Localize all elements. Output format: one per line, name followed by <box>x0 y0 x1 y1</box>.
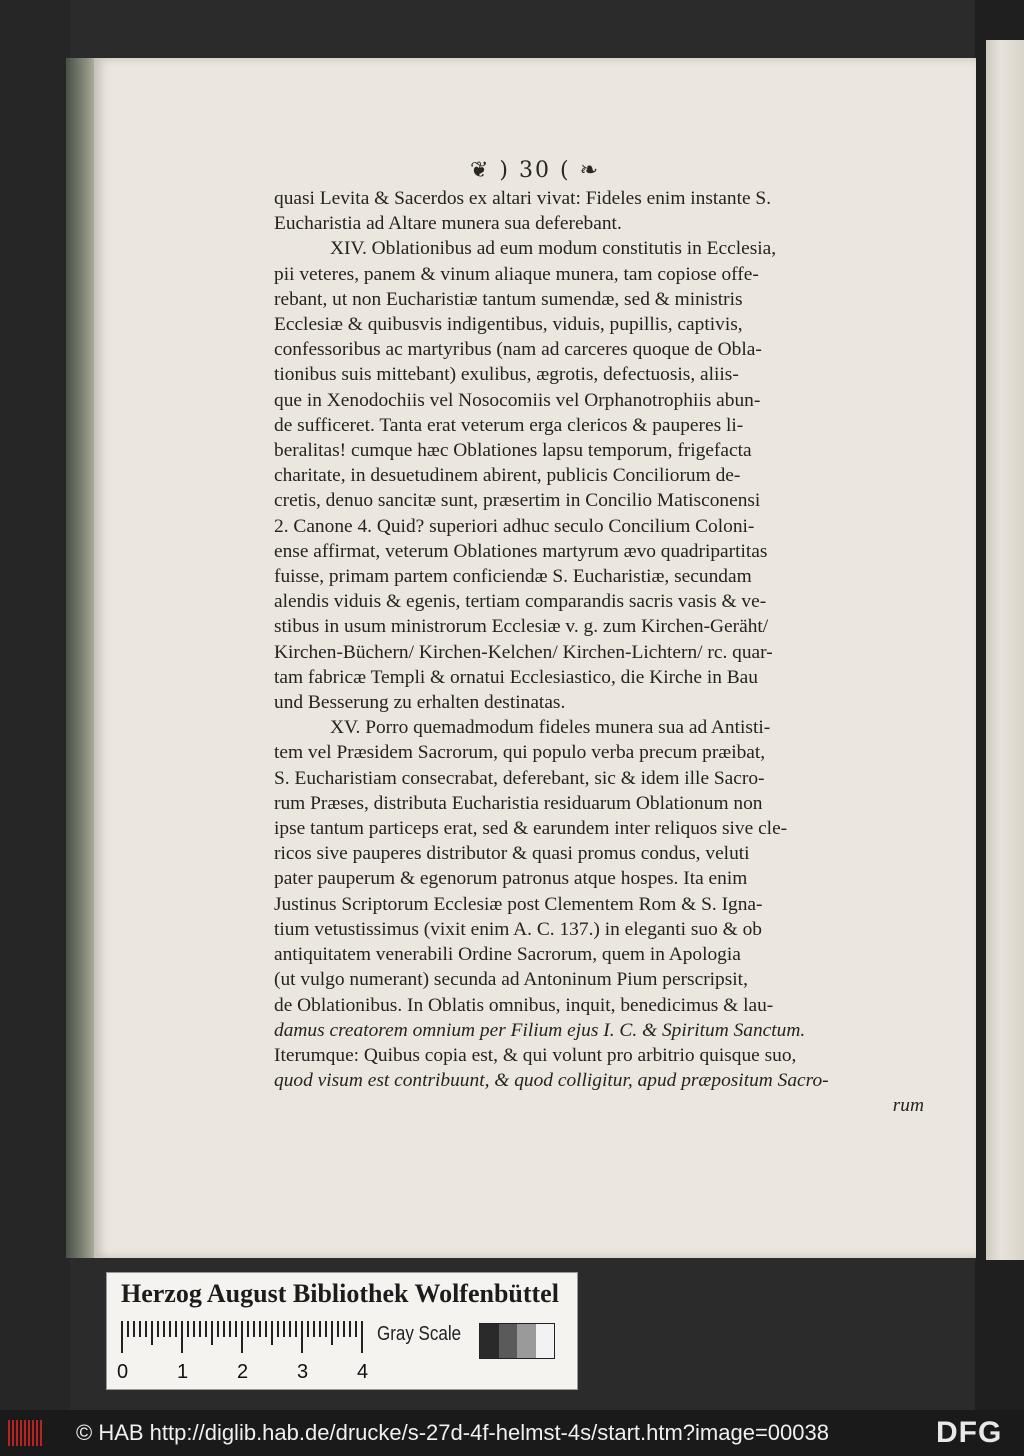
ruler-tick <box>139 1321 141 1337</box>
text-line: tam fabricæ Templi & ornatui Ecclesiastico, die Kirche in Bau <box>274 666 758 688</box>
text-line: alendis viduis & egenis, tertiam comparandis sacris vasis & ve- <box>274 591 767 613</box>
ruler-tick <box>205 1321 207 1337</box>
page-body-text <box>274 186 924 1119</box>
ruler-tick <box>331 1321 333 1345</box>
ruler-tick <box>187 1321 189 1337</box>
ruler-number: 2 <box>237 1361 249 1383</box>
ruler-tick <box>343 1321 345 1337</box>
text-line: quod visum est contribuunt, & quod colligitur, apud præpositum Sacro- <box>274 1070 829 1092</box>
text-line: Kirchen-Büchern/ Kirchen-Kelchen/ Kirchen-Lichtern/ rc. quar- <box>274 641 773 663</box>
ruler-number: 1 <box>177 1361 189 1383</box>
ruler-tick <box>283 1321 285 1337</box>
ruler-tick <box>277 1321 279 1337</box>
ruler-tick <box>169 1321 171 1337</box>
text-line: de sufficeret. Tanta erat veterum erga clericos & pauperes li- <box>274 414 744 436</box>
text-line: tionibus suis mittebant) exulibus, ægrotis, defectuosis, aliis- <box>274 364 739 386</box>
gray-swatch <box>499 1324 518 1358</box>
text-line: ipse tantum particeps erat, sed & earundem inter reliquos sive cle- <box>274 818 788 840</box>
ruler-tick <box>199 1321 201 1337</box>
ruler-tick <box>259 1321 261 1337</box>
text-line: rum <box>892 1095 924 1117</box>
ruler-tick <box>175 1321 177 1337</box>
hab-logo-icon <box>8 1420 44 1446</box>
scale-ruler <box>121 1321 371 1353</box>
ruler-tick <box>229 1321 231 1337</box>
page-header: ❦ ) 30 ( ❧ <box>470 158 600 183</box>
gray-swatch <box>517 1324 536 1358</box>
ruler-tick <box>319 1321 321 1337</box>
ruler-tick <box>349 1321 351 1337</box>
library-label-card <box>106 1272 578 1390</box>
logo-bar <box>12 1420 14 1446</box>
logo-bar <box>24 1420 26 1446</box>
background-left <box>0 0 70 1410</box>
text-line: confessoribus ac martyribus (nam ad carceres quoque de Obla- <box>274 339 762 361</box>
ruler-tick <box>289 1321 291 1337</box>
text-line: ense affirmat, veterum Oblationes martyrum ævo quadripartitas <box>274 540 768 562</box>
text-line: tium vetustissimus (vixit enim A. C. 137.) in eleganti suo & ob <box>274 918 762 940</box>
gray-scale-label: Gray Scale <box>377 1323 462 1345</box>
ruler-tick <box>307 1321 309 1337</box>
ruler-tick <box>295 1321 297 1337</box>
text-line: pii veteres, panem & vinum aliaque munera, tam copiose offe- <box>274 263 759 285</box>
ruler-number: 4 <box>357 1361 369 1383</box>
ruler-tick <box>223 1321 225 1337</box>
ruler-tick <box>265 1321 267 1337</box>
library-name: Herzog August Bibliothek Wolfenbüttel <box>121 1279 559 1308</box>
text-line: und Besserung zu erhalten destinatas. <box>274 692 566 714</box>
text-line: charitate, in desuetudinem abirent, publicis Conciliorum de- <box>274 465 741 487</box>
ruler-tick <box>313 1321 315 1337</box>
text-line: rum Præses, distributa Eucharistia residuarum Oblationum non <box>274 792 763 814</box>
ruler-tick <box>157 1321 159 1337</box>
logo-bar <box>32 1420 34 1446</box>
logo-bar <box>16 1420 18 1446</box>
text-line: Iterumque: Quibus copia est, & qui volunt pro arbitrio quisque suo, <box>274 1044 797 1066</box>
gray-swatch <box>480 1324 499 1358</box>
ruler-tick <box>235 1321 237 1337</box>
ruler-tick <box>163 1321 165 1337</box>
ruler-tick <box>301 1321 303 1353</box>
text-line: de Oblationibus. In Oblatis omnibus, inquit, benedicimus & lau- <box>274 994 774 1016</box>
logo-bar <box>8 1420 10 1446</box>
copyright-url[interactable]: © HAB http://diglib.hab.de/drucke/s-27d-4f-helmst-4s/start.htm?image=00038 <box>76 1420 829 1445</box>
logo-bar <box>40 1420 42 1446</box>
book-page <box>94 58 976 1258</box>
ruler-tick <box>325 1321 327 1337</box>
text-line: Justinus Scriptorum Ecclesiæ post Clementem Rom & S. Igna- <box>274 893 763 915</box>
text-line: stibus in usum ministrorum Ecclesiæ v. g. zum Kirchen-Geräht/ <box>274 616 769 638</box>
text-line: tem vel Præsidem Sacrorum, qui populo verba precum præibat, <box>274 742 766 764</box>
adjacent-page-edge <box>986 40 1024 1260</box>
ruler-tick <box>127 1321 129 1337</box>
ruler-tick <box>181 1321 183 1353</box>
ruler-tick <box>241 1321 243 1353</box>
ruler-tick <box>253 1321 255 1337</box>
gray-swatch <box>536 1324 555 1358</box>
ruler-tick <box>217 1321 219 1337</box>
ruler-numbers <box>117 1361 417 1385</box>
text-line: rebant, ut non Eucharistiæ tantum sumendæ, sed & ministris <box>274 288 743 310</box>
text-line: antiquitatem venerabili Ordine Sacrorum, quem in Apologia <box>274 944 741 966</box>
text-line: fuisse, primam partem conficiendæ S. Eucharistiæ, secundam <box>274 566 752 588</box>
text-line: cretis, denuo sancitæ sunt, præsertim in Concilio Matisconensi <box>274 490 761 512</box>
text-line: (ut vulgo numerant) secunda ad Antoninum Pium perscripsit, <box>274 969 748 991</box>
text-line: Ecclesiæ & quibusvis indigentibus, viduis, pupillis, captivis, <box>274 314 743 336</box>
ruler-tick <box>247 1321 249 1337</box>
text-line: Eucharistia ad Altare munera sua deferebant. <box>274 213 622 235</box>
text-line: quasi Levita & Sacerdos ex altari vivat: Fideles enim instante S. <box>274 188 772 209</box>
text-line: ricos sive pauperes distributor & quasi promus condus, veluti <box>274 843 750 865</box>
text-line: XIV. Oblationibus ad eum modum constitutis in Ecclesia, <box>330 238 777 260</box>
ruler-tick <box>337 1321 339 1337</box>
ruler-tick <box>355 1321 357 1337</box>
text-line: S. Eucharistiam consecrabat, deferebant, sic & idem ille Sacro- <box>274 767 765 789</box>
ruler-tick <box>133 1321 135 1337</box>
ruler-tick <box>121 1321 123 1353</box>
ruler-tick <box>211 1321 213 1345</box>
ruler-tick <box>361 1321 363 1353</box>
text-line: beralitas! cumque hæc Oblationes lapsu temporum, frigefacta <box>274 440 752 462</box>
logo-bar <box>20 1420 22 1446</box>
text-line: 2. Canone 4. Quid? superiori adhuc seculo Concilium Coloni- <box>274 515 755 537</box>
gray-scale-swatch <box>479 1323 555 1359</box>
text-line: que in Xenodochiis vel Nosocomiis vel Orphanotrophiis abun- <box>274 389 761 411</box>
logo-bar <box>36 1420 38 1446</box>
text-line: damus creatorem omnium per Filium ejus I. C. & Spiritum Sanctum. <box>274 1019 806 1041</box>
ruler-tick <box>271 1321 273 1345</box>
dfg-logo: DFG <box>936 1416 1003 1449</box>
ruler-tick <box>145 1321 147 1337</box>
ruler-number: 3 <box>297 1361 309 1383</box>
logo-bar <box>28 1420 30 1446</box>
text-line: XV. Porro quemadmodum fideles munera sua ad Antisti- <box>330 717 771 739</box>
ruler-number: 0 <box>117 1361 129 1383</box>
ruler-tick <box>193 1321 195 1337</box>
ruler-tick <box>151 1321 153 1345</box>
book-spine-edge <box>66 58 96 1258</box>
viewer-footer <box>0 1410 1024 1456</box>
text-line: pater pauperum & egenorum patronus atque hospes. Ita enim <box>274 868 748 890</box>
